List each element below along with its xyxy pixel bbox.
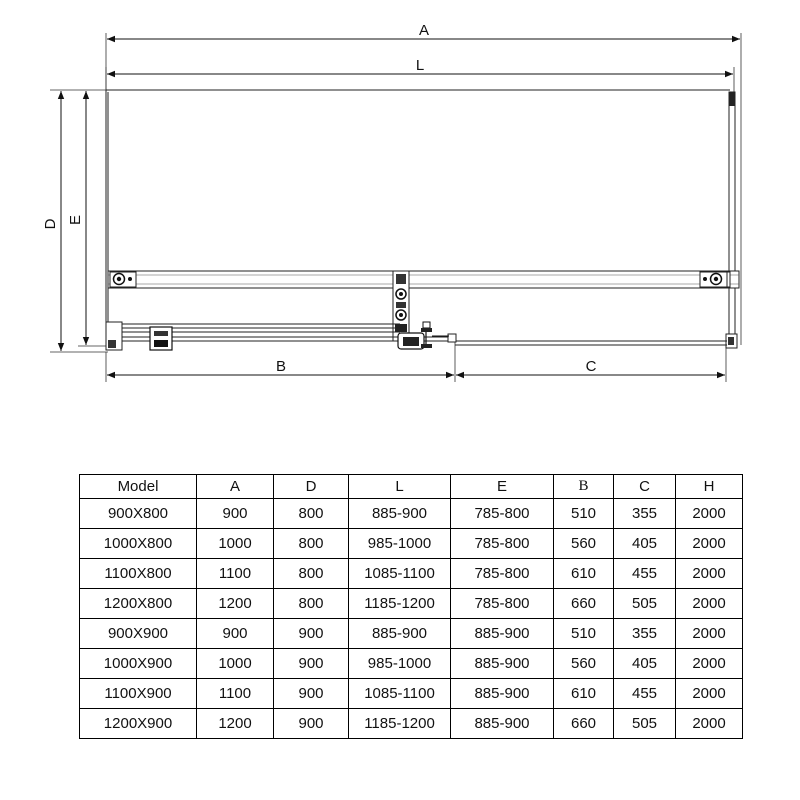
cell-c: 455 — [614, 679, 676, 709]
cell-l: 1085-1100 — [349, 679, 451, 709]
cell-a: 900 — [197, 619, 274, 649]
cell-h: 2000 — [676, 679, 743, 709]
cell-d: 900 — [274, 619, 349, 649]
table-row — [80, 679, 743, 709]
cell-h: 2000 — [676, 619, 743, 649]
cell-b: 510 — [554, 499, 614, 529]
cell-b: 610 — [554, 559, 614, 589]
cell-l: 985-1000 — [349, 529, 451, 559]
cell-a: 900 — [197, 499, 274, 529]
table-row — [80, 649, 743, 679]
cell-h: 2000 — [676, 559, 743, 589]
cell-c: 405 — [614, 649, 676, 679]
cell-c: 505 — [614, 709, 676, 739]
cell-b: 660 — [554, 589, 614, 619]
cell-c: 355 — [614, 619, 676, 649]
header-c: C — [614, 475, 676, 499]
cell-model: 900X800 — [80, 499, 197, 529]
dimension-label-b: B — [275, 358, 287, 375]
cell-d: 800 — [274, 499, 349, 529]
cell-e: 785-800 — [451, 589, 554, 619]
table-row — [80, 589, 743, 619]
cell-model: 1100X800 — [80, 559, 197, 589]
cell-e: 785-800 — [451, 499, 554, 529]
cell-a: 1100 — [197, 679, 274, 709]
dimension-label-l: L — [415, 57, 425, 74]
cell-e: 785-800 — [451, 529, 554, 559]
door-roller-icon — [150, 327, 172, 350]
cell-model: 1200X800 — [80, 589, 197, 619]
dimension-label-c: C — [585, 358, 597, 375]
cell-model: 1200X900 — [80, 709, 197, 739]
header-b: B — [554, 475, 614, 499]
cell-model: 1000X900 — [80, 649, 197, 679]
cell-b: 660 — [554, 709, 614, 739]
model-dimension-table — [79, 474, 743, 739]
cell-c: 355 — [614, 499, 676, 529]
dimension-label-d: D — [42, 218, 59, 230]
dimension-label-a: A — [418, 22, 430, 39]
cell-e: 785-800 — [451, 559, 554, 589]
cell-a: 1200 — [197, 709, 274, 739]
header-h: H — [676, 475, 743, 499]
cell-c: 455 — [614, 559, 676, 589]
cell-l: 1185-1200 — [349, 709, 451, 739]
cell-a: 1000 — [197, 649, 274, 679]
cell-model: 900X900 — [80, 619, 197, 649]
cell-d: 900 — [274, 709, 349, 739]
cell-a: 1200 — [197, 589, 274, 619]
cell-e: 885-900 — [451, 709, 554, 739]
side-fixed-panel — [726, 92, 737, 348]
cell-l: 985-1000 — [349, 649, 451, 679]
header-a: A — [197, 475, 274, 499]
table-row — [80, 529, 743, 559]
table-row — [80, 709, 743, 739]
header-e: E — [451, 475, 554, 499]
cell-d: 800 — [274, 559, 349, 589]
cell-c: 405 — [614, 529, 676, 559]
cell-e: 885-900 — [451, 649, 554, 679]
header-d: D — [274, 475, 349, 499]
dimension-label-e: E — [67, 214, 84, 226]
header-model: Model — [80, 475, 197, 499]
cell-h: 2000 — [676, 529, 743, 559]
cell-h: 2000 — [676, 709, 743, 739]
cell-d: 800 — [274, 589, 349, 619]
cell-model: 1000X800 — [80, 529, 197, 559]
fixed-front-panel — [448, 334, 727, 345]
table-row — [80, 619, 743, 649]
cell-a: 1100 — [197, 559, 274, 589]
cell-d: 800 — [274, 529, 349, 559]
cell-b: 610 — [554, 679, 614, 709]
enclosure-outline — [106, 90, 730, 325]
cell-b: 510 — [554, 619, 614, 649]
cell-b: 560 — [554, 649, 614, 679]
cell-a: 1000 — [197, 529, 274, 559]
cell-h: 2000 — [676, 649, 743, 679]
cell-l: 1085-1100 — [349, 559, 451, 589]
cell-c: 505 — [614, 589, 676, 619]
cell-l: 1185-1200 — [349, 589, 451, 619]
top-rail — [108, 271, 739, 288]
header-l: L — [349, 475, 451, 499]
cell-l: 885-900 — [349, 499, 451, 529]
cell-h: 2000 — [676, 589, 743, 619]
table-row — [80, 499, 743, 529]
cell-e: 885-900 — [451, 619, 554, 649]
cell-d: 900 — [274, 679, 349, 709]
center-connector-bracket — [393, 271, 409, 341]
table-row — [80, 559, 743, 589]
cell-model: 1100X900 — [80, 679, 197, 709]
table-header-row — [80, 475, 743, 499]
cell-l: 885-900 — [349, 619, 451, 649]
cell-e: 885-900 — [451, 679, 554, 709]
cell-h: 2000 — [676, 499, 743, 529]
cell-b: 560 — [554, 529, 614, 559]
cell-d: 900 — [274, 649, 349, 679]
